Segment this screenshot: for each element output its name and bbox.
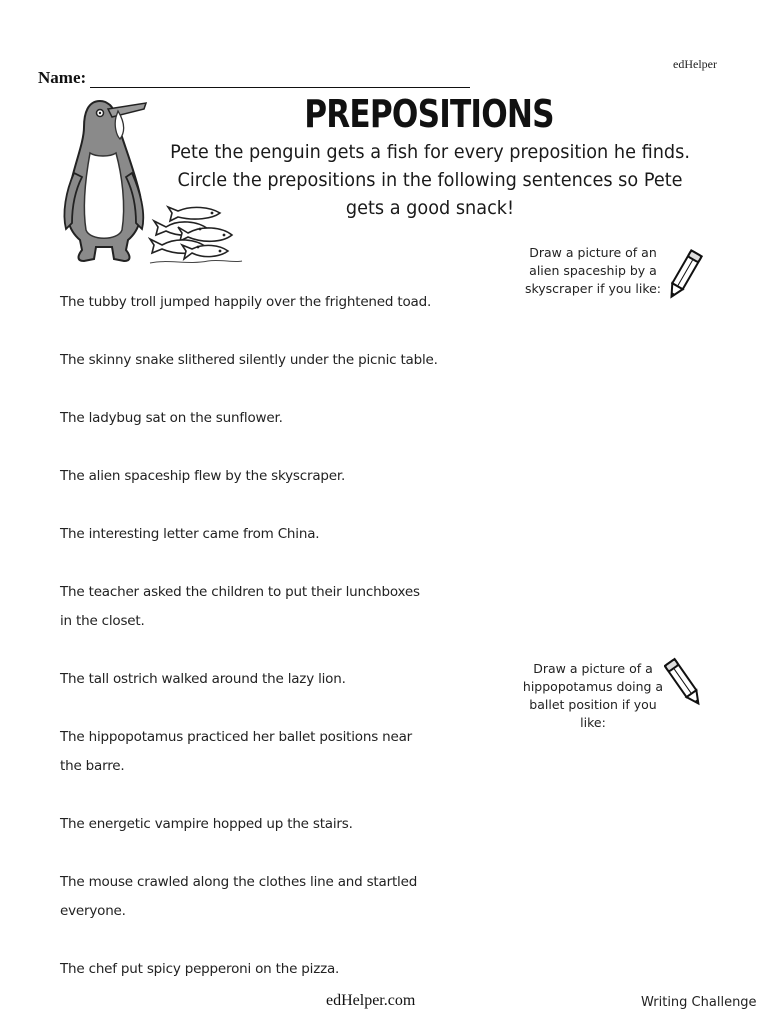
draw-prompt-text [518,660,668,732]
sentence-text: The ladybug sat on the sunflower. [60,410,283,426]
name-row [38,68,470,88]
sentence-item[interactable] [60,288,460,317]
instruction-line: gets a good snack! [345,197,515,219]
instruction-line: Pete the penguin gets a fish for every preposition he finds. [170,141,690,163]
sentence-text: in the closet. [60,613,145,629]
sentence-text: the barre. [60,758,125,774]
sentence-text: The alien spaceship flew by the skyscraper. [60,468,346,484]
sentence-text: The hippopotamus practiced her ballet positions near [60,729,412,745]
sentence-item[interactable] [60,578,460,636]
sentence-item[interactable] [60,404,460,433]
draw-prompt-spaceship [518,244,718,298]
footer-category: Writing Challenge [641,995,757,1010]
sentence-item[interactable] [60,868,460,926]
footer-site: edHelper.com [326,992,416,1009]
draw-prompt-hippo [518,660,718,732]
draw-prompt-line: Draw a picture of an [529,245,657,260]
sentence-text: The skinny snake slithered silently under the picnic table. [60,352,438,368]
sentence-text: everyone. [60,903,126,919]
draw-prompt-line: Draw a picture of a [533,661,653,676]
sentence-item[interactable] [60,346,460,375]
name-field-line[interactable] [90,73,470,88]
pencil-icon [664,654,704,716]
brand-top: edHelper [673,57,717,71]
sentence-item[interactable] [60,955,460,984]
instructions [170,138,691,222]
sentence-text: The mouse crawled along the clothes line and startled [60,874,418,890]
sentence-text: The tubby troll jumped happily over the frightened toad. [60,294,432,310]
sentence-text: The interesting letter came from China. [60,526,320,542]
name-label: Name: [38,68,87,87]
sentence-text: The teacher asked the children to put their lunchboxes [60,584,420,600]
instruction-line: Circle the prepositions in the following sentences so Pete [177,169,683,191]
sentence-item[interactable] [60,665,460,694]
sentence-list [60,288,460,1013]
draw-prompt-line: skyscraper if you like: [524,281,662,296]
draw-prompt-line: hippopotamus doing a [522,679,664,694]
pencil-icon [664,246,704,308]
worksheet-title: PREPOSITIONS [304,92,554,136]
sentence-item[interactable] [60,520,460,549]
sentence-text: The tall ostrich walked around the lazy lion. [60,671,346,687]
draw-prompt-text [518,244,668,298]
sentence-item[interactable] [60,723,460,781]
sentence-item[interactable] [60,462,460,491]
draw-prompt-line: alien spaceship by a [529,263,657,278]
sentence-item[interactable] [60,810,460,839]
sentence-text: The chef put spicy pepperoni on the pizza. [60,961,340,977]
sentence-text: The energetic vampire hopped up the stairs. [60,816,353,832]
draw-prompt-line: ballet position if you like: [529,697,657,730]
